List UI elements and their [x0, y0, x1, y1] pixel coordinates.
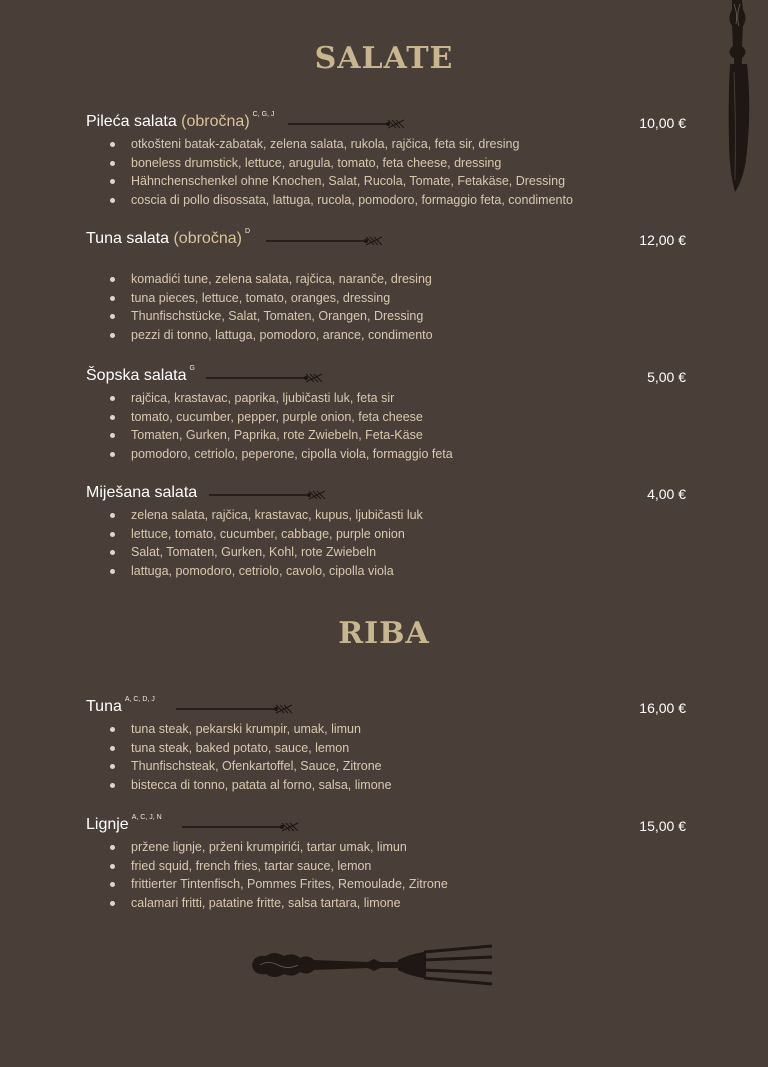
description-line-de: Thunfischstücke, Salat, Tomaten, Orangen, Dressing — [86, 307, 686, 326]
menu-item-mijesana-salata — [86, 484, 686, 580]
description-line-de: Hähnchenschenkel ohne Knochen, Salat, Rucola, Tomate, Fetakäse, Dressing — [86, 172, 686, 191]
item-price: 12,00 € — [639, 232, 686, 248]
description-line-it: lattuga, pomodoro, cetriolo, cavolo, cipolla viola — [86, 562, 686, 581]
description-line-hr: rajčica, krastavac, paprika, ljubičasti luk, feta sir — [86, 389, 686, 408]
allergen-codes: A, C, D, J — [124, 696, 155, 703]
item-price: 4,00 € — [647, 486, 686, 502]
description-line-it: coscia di pollo disossata, lattuga, rucola, pomodoro, formaggio feta, condimento — [86, 191, 686, 210]
item-description-list — [86, 270, 686, 344]
description-line-it: calamari fritti, patatine fritte, salsa tartara, limone — [86, 894, 686, 913]
description-line-en: tuna steak, baked potato, sauce, lemon — [86, 739, 686, 758]
ornamental-divider — [206, 373, 326, 383]
description-line-it: pezzi di tonno, lattuga, pomodoro, arance, condimento — [86, 326, 686, 345]
item-name: Tuna salata (obročna) $^D$ — [86, 228, 251, 247]
menu-item-pilecа-salata — [86, 113, 686, 209]
description-line-hr: tuna steak, pekarski krumpir, umak, limun — [86, 720, 686, 739]
item-description-list — [86, 720, 686, 794]
item-note: (obročna) — [173, 230, 242, 247]
menu-item-sopska-salata — [86, 367, 686, 463]
description-line-de: Salat, Tomaten, Gurken, Kohl, rote Zwiebeln — [86, 543, 686, 562]
description-line-de: frittierter Tintenfisch, Pommes Frites, Remoulade, Zitrone — [86, 875, 686, 894]
item-note: (obročna) — [181, 113, 250, 130]
description-line-de: Thunfischsteak, Ofenkartoffel, Sauce, Zitrone — [86, 757, 686, 776]
allergen-codes: A, C, J, N — [131, 814, 162, 821]
description-line-en: boneless drumstick, lettuce, arugula, tomato, feta cheese, dressing — [86, 154, 686, 173]
ornamental-divider — [288, 119, 408, 129]
description-line-en: tuna pieces, lettuce, tomato, oranges, dressing — [86, 289, 686, 308]
description-line-en: tomato, cucumber, pepper, purple onion, feta cheese — [86, 408, 686, 427]
item-description-list — [86, 506, 686, 580]
allergen-codes: G — [189, 365, 195, 372]
ornamental-divider — [182, 822, 302, 832]
ornamental-divider — [176, 704, 296, 714]
menu-item-tuna — [86, 698, 686, 794]
section-title-riba: RIBA — [338, 616, 430, 651]
item-name: Lignje $^{A, C, J, N}$ — [86, 814, 162, 833]
description-line-hr: komadići tune, zelena salata, rajčica, naranče, dresing — [86, 270, 686, 289]
item-description-list — [86, 389, 686, 463]
description-line-en: fried squid, french fries, tartar sauce, lemon — [86, 857, 686, 876]
item-name: Pileća salata (obročna) $^{C, G, J}$ — [86, 111, 275, 130]
section-title-salate: SALATE — [314, 41, 454, 76]
description-line-it: pomodoro, cetriolo, peperone, cipolla viola, formaggio feta — [86, 445, 686, 464]
allergen-codes: D — [244, 228, 251, 235]
fork-icon — [248, 940, 494, 990]
ornamental-divider — [266, 236, 386, 246]
description-line-hr: otkošteni batak-zabatak, zelena salata, rukola, rajčica, feta sir, dresing — [86, 135, 686, 154]
description-line-hr: zelena salata, rajčica, krastavac, kupus, ljubičasti luk — [86, 506, 686, 525]
menu-item-lignje — [86, 816, 686, 912]
item-price: 16,00 € — [639, 700, 686, 716]
ornamental-divider — [209, 490, 329, 500]
item-name: Miješana salata — [86, 484, 198, 501]
item-price: 10,00 € — [639, 115, 686, 131]
description-line-de: Tomaten, Gurken, Paprika, rote Zwiebeln, Feta-Käse — [86, 426, 686, 445]
item-price: 15,00 € — [639, 818, 686, 834]
item-description-list — [86, 838, 686, 912]
item-name: Šopska salata $^G$ — [86, 365, 195, 384]
allergen-codes: C, G, J — [252, 111, 275, 118]
knife-icon — [718, 0, 758, 195]
description-line-hr: pržene lignje, prženi krumpirići, tartar umak, limun — [86, 838, 686, 857]
item-description-list — [86, 135, 686, 209]
description-line-it: bistecca di tonno, patata al forno, salsa, limone — [86, 776, 686, 795]
description-line-en: lettuce, tomato, cucumber, cabbage, purple onion — [86, 525, 686, 544]
item-price: 5,00 € — [647, 369, 686, 385]
menu-item-tuna-salata — [86, 230, 686, 344]
item-name: Tuna $^{A, C, D, J}$ — [86, 696, 155, 715]
